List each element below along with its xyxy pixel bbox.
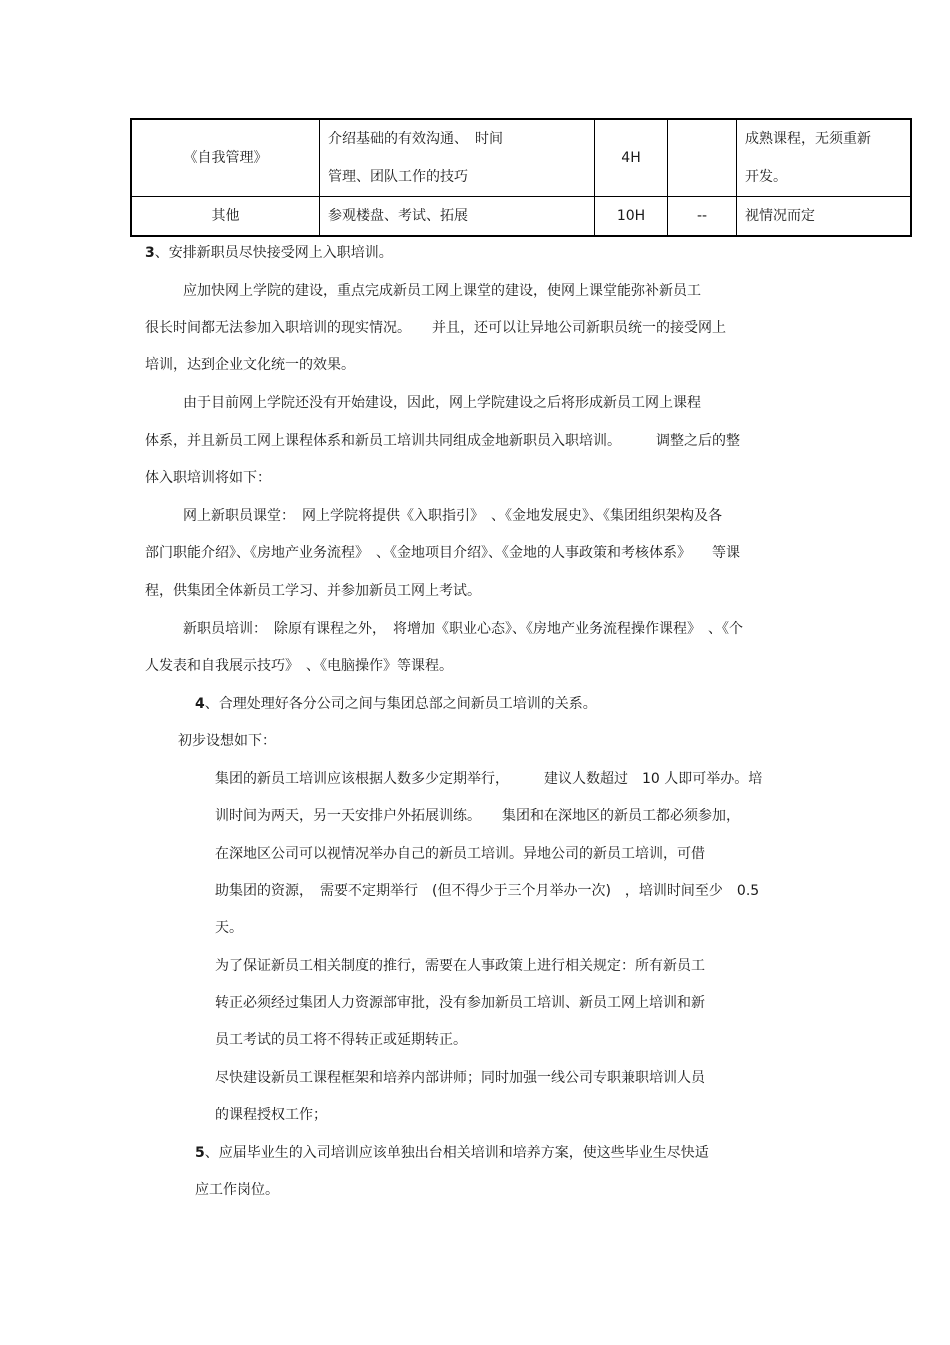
list-line: 天。 [215, 920, 243, 936]
course-note [737, 119, 912, 197]
table-row [131, 197, 911, 237]
list-line: 的课程授权工作； [215, 1107, 327, 1123]
course-content [320, 119, 595, 197]
course-table [130, 118, 912, 237]
section-heading-text: 、安排新职员尽快接受网上入职培训。 [154, 245, 393, 261]
course-hours: 4H [595, 119, 668, 197]
section-heading-text: 、应届毕业生的入司培训应该单独出台相关培训和培养方案，使这些毕业生尽快适 [204, 1145, 709, 1161]
course-content: 参观楼盘、考试、拓展 [320, 197, 595, 237]
course-hours: 10H [595, 197, 668, 237]
course-note-line: 成熟课程，无须重新 [745, 131, 871, 147]
paragraph-line: 程，供集团全体新员工学习、并参加新员工网上考试。 [145, 583, 481, 599]
course-note-line: 开发。 [745, 169, 787, 185]
section-number: 4 [195, 696, 205, 712]
paragraph-line: 新职员培训： 除原有课程之外， 将增加《职业心态》、《房地产业务流程操作课程》 、《个 [183, 621, 743, 637]
section-number: 3 [145, 245, 155, 261]
list-line: 集团的新员工培训应该根据人数多少定期举行， 建议人数超过 10 人即可举办。培 [215, 771, 763, 787]
course-note: 视情况而定 [737, 197, 912, 237]
paragraph-line: 很长时间都无法参加入职培训的现实情况。 并且，还可以让异地公司新职员统一的接受网上 [145, 320, 726, 336]
paragraph-line: 体系，并且新员工网上课程体系和新员工培训共同组成金地新职员入职培训。 调整之后的整 [145, 433, 740, 449]
section-number: 5 [195, 1145, 205, 1161]
section-heading-text: 、合理处理好各分公司之间与集团总部之间新员工培训的关系。 [204, 696, 597, 712]
paragraph-line: 应工作岗位。 [195, 1182, 279, 1198]
list-line: 在深地区公司可以视情况举办自己的新员工培训。异地公司的新员工培训，可借 [215, 846, 705, 862]
list-line: 尽快建设新员工课程框架和培养内部讲师；同时加强一线公司专职兼职培训人员 [215, 1070, 705, 1086]
section-4-heading [195, 694, 597, 714]
paragraph-line: 应加快网上学院的建设，重点完成新员工网上课堂的建设，使网上课堂能弥补新员工 [183, 283, 701, 299]
paragraph-line: 部门职能介绍》、《房地产业务流程》 、《金地项目介绍》、《金地的人事政策和考核体系》 等课 [145, 545, 740, 561]
section-3-heading [145, 243, 393, 263]
paragraph-line: 人发表和自我展示技巧》 、《电脑操作》等课程。 [145, 658, 453, 674]
course-col4 [668, 119, 737, 197]
course-name: 《自我管理》 [131, 119, 320, 197]
course-name: 其他 [131, 197, 320, 237]
list-line: 转正必须经过集团人力资源部审批，没有参加新员工培训、新员工网上培训和新 [215, 995, 705, 1011]
course-content-line: 介绍基础的有效沟通、 时间 [328, 131, 503, 147]
table-row [131, 119, 911, 197]
paragraph-line: 网上新职员课堂： 网上学院将提供《入职指引》 、《金地发展史》、《集团组织架构及各 [183, 508, 722, 524]
course-content-line: 管理、团队工作的技巧 [328, 169, 468, 185]
list-line: 训时间为两天，另一天安排户外拓展训练。 集团和在深地区的新员工都必须参加， [215, 808, 740, 824]
paragraph-line: 培训，达到企业文化统一的效果。 [145, 357, 355, 373]
section-intro: 初步设想如下： [178, 733, 276, 749]
section-5-heading [195, 1143, 709, 1163]
list-line: 助集团的资源， 需要不定期举行 (但不得少于三个月举办一次) ，培训时间至少 0.5 [215, 883, 760, 899]
course-col4: -- [668, 197, 737, 237]
list-line: 为了保证新员工相关制度的推行，需要在人事政策上进行相关规定：所有新员工 [215, 958, 705, 974]
list-line: 员工考试的员工将不得转正或延期转正。 [215, 1032, 467, 1048]
paragraph-line: 体入职培训将如下： [145, 470, 271, 486]
paragraph-line: 由于目前网上学院还没有开始建设，因此，网上学院建设之后将形成新员工网上课程 [183, 395, 701, 411]
